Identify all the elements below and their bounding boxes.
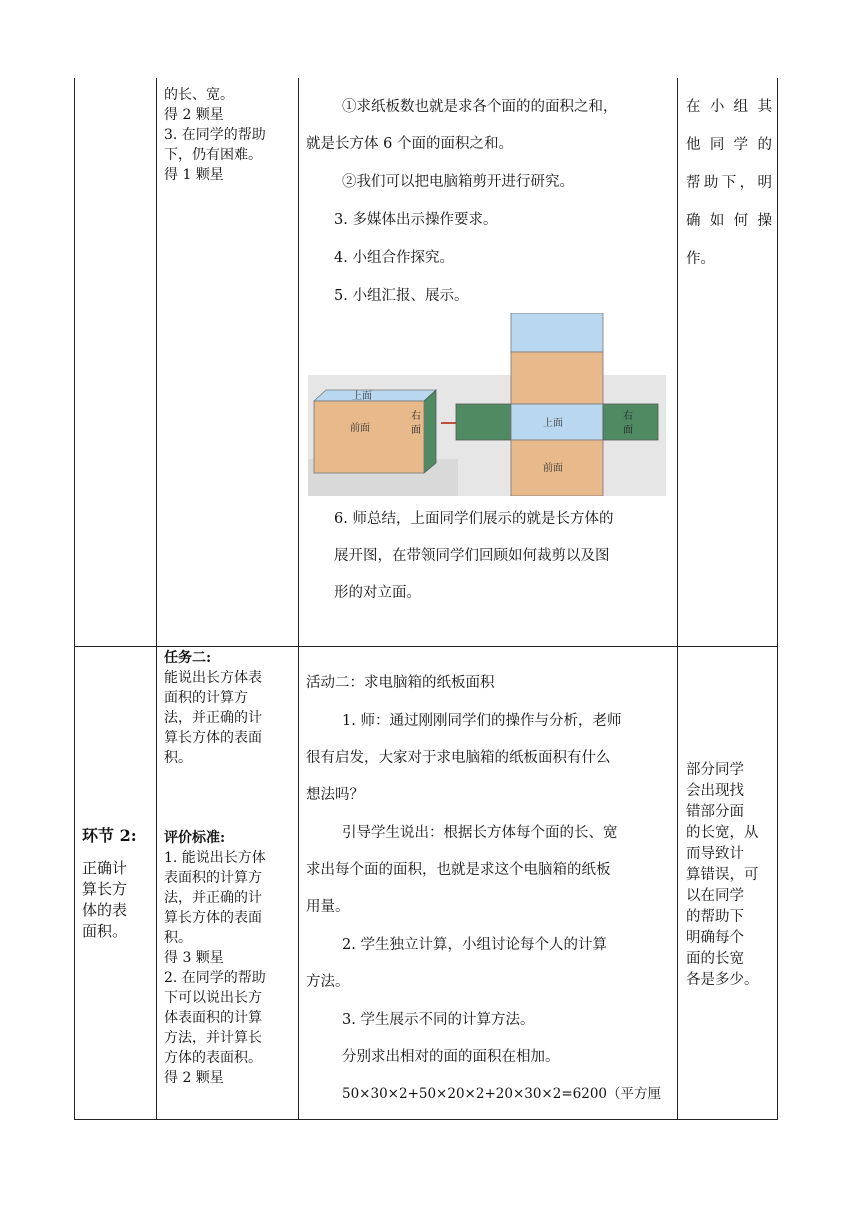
- row1-criteria-cell: [164, 85, 294, 185]
- row1-activity-cell: [306, 96, 672, 307]
- table-divider-2: [298, 78, 299, 1120]
- note-line: 错部分面: [686, 804, 744, 820]
- evaluation-line: 2. 在同学的帮助: [164, 970, 266, 986]
- criteria-line: 得 2 颗星: [164, 107, 224, 123]
- step-1b: 就是长方体 6 个面的面积之和。: [306, 136, 513, 152]
- note-line: 各是多少。: [686, 972, 759, 988]
- section-line: 体的表: [82, 901, 128, 919]
- net-front-label: 前面: [543, 463, 563, 474]
- row2-evaluation-cell: [164, 828, 294, 1088]
- criteria-line: 的长、宽。: [164, 87, 234, 103]
- note-line: 明确每个: [686, 930, 744, 946]
- evaluation-title: 评价标准:: [164, 830, 226, 846]
- step-2b: 方法。: [306, 974, 350, 990]
- row2-section-cell: [82, 826, 154, 942]
- activity-title: 活动二：求电脑箱的纸板面积: [306, 675, 495, 691]
- criteria-line: 下，仍有困难。: [164, 147, 262, 163]
- step-2a: 2. 学生独立计算，小组讨论每个人的计算: [342, 937, 607, 953]
- step-1a: ①求纸板数也就是求各个面的的面积之和，: [342, 99, 618, 115]
- table-border-right: [777, 78, 778, 1120]
- criteria-line: 3. 在同学的帮助: [164, 127, 266, 143]
- evaluation-line: 表面积的计算方: [164, 870, 262, 886]
- section-line: 正确计: [82, 859, 128, 877]
- row2-activity-cell: [306, 672, 672, 1105]
- task-line: 能说出长方体表: [164, 670, 262, 686]
- step-6c: 形的对立面。: [334, 585, 421, 601]
- note-line: 的长宽，从: [686, 825, 759, 841]
- note-line: 面的长宽: [686, 951, 744, 967]
- table-divider-3: [677, 78, 678, 1120]
- task-title: 任务二:: [164, 650, 212, 666]
- cuboid-top-face: [314, 390, 436, 401]
- note-line: 他 同 学 的: [686, 137, 772, 153]
- step-4: 分别求出相对的面的面积在相加。: [342, 1049, 560, 1065]
- step-6b: 展开图，在带领同学们回顾如何裁剪以及图: [334, 548, 610, 564]
- row2-note-cell: [686, 760, 772, 991]
- step-5: 5. 小组汇报、展示。: [334, 288, 469, 304]
- task-line: 算长方体的表面: [164, 730, 262, 746]
- evaluation-line: 得 2 颗星: [164, 1070, 224, 1086]
- step-4: 4. 小组合作探究。: [334, 250, 454, 266]
- question-1b: 很有启发，大家对于求电脑箱的纸板面积有什么: [306, 750, 611, 766]
- note-line: 而导致计: [686, 846, 744, 862]
- cuboid-front-face: [314, 401, 424, 473]
- step-3: 3. 多媒体出示操作要求。: [334, 212, 498, 228]
- net-bottom-face: [511, 313, 603, 352]
- evaluation-line: 积。: [164, 930, 192, 946]
- evaluation-line: 体表面积的计算: [164, 1010, 262, 1026]
- step-6a: 6. 师总结，上面同学们展示的就是长方体的: [334, 511, 614, 527]
- note-line: 作。: [686, 251, 715, 267]
- evaluation-line: 算长方体的表面: [164, 910, 262, 926]
- evaluation-line: 法，并正确的计: [164, 890, 262, 906]
- row1-summary-cell: [306, 508, 672, 604]
- note-line: 帮助下，明: [686, 175, 772, 191]
- cuboid-right-label-2: 面: [411, 425, 421, 436]
- criteria-line: 得 1 颗星: [164, 167, 224, 183]
- net-top-label: 上面: [543, 418, 563, 429]
- net-back-face: [511, 352, 603, 404]
- note-line: 以在同学: [686, 888, 744, 904]
- row-separator: [74, 646, 778, 647]
- task-line: 积。: [164, 750, 192, 766]
- row2-task-cell: [164, 648, 294, 768]
- section-title: 环节 2:: [82, 826, 137, 845]
- cuboid-front-label: 前面: [350, 423, 370, 434]
- section-line: 算长方: [82, 880, 128, 898]
- note-line: 会出现找: [686, 783, 744, 799]
- table-border-bottom: [74, 1119, 778, 1120]
- step-3: 3. 学生展示不同的计算方法。: [342, 1012, 535, 1028]
- step-2: ②我们可以把电脑箱剪开进行研究。: [342, 174, 574, 190]
- cuboid-right-label-1: 右: [411, 411, 421, 422]
- evaluation-line: 得 3 颗星: [164, 950, 224, 966]
- guide-1a: 引导学生说出：根据长方体每个面的长、宽: [342, 825, 618, 841]
- note-line: 部分同学: [686, 762, 744, 778]
- table-border-left: [74, 78, 75, 1120]
- net-right-label-2: 面: [623, 425, 633, 436]
- cuboid-net-figure: [308, 313, 666, 496]
- note-line: 的帮助下: [686, 909, 744, 925]
- note-line: 确 如 何 操: [686, 213, 772, 229]
- guide-1b: 求出每个面的面积，也就是求这个电脑箱的纸板: [306, 862, 611, 878]
- question-1a: 1. 师：通过刚刚同学们的操作与分析，老师: [342, 713, 622, 729]
- note-line: 在 小 组 其: [686, 99, 772, 115]
- note-line: 算错误，可: [686, 867, 759, 883]
- guide-1c: 用量。: [306, 899, 350, 915]
- formula-line: 50×30×2+50×20×2+20×30×2=6200（平方厘: [342, 1086, 661, 1102]
- table-divider-1: [156, 78, 157, 1120]
- section-line: 面积。: [82, 922, 128, 940]
- task-line: 面积的计算方: [164, 690, 248, 706]
- question-1c: 想法吗？: [306, 787, 364, 803]
- cuboid-top-label: 上面: [352, 391, 372, 402]
- evaluation-line: 下可以说出长方: [164, 990, 262, 1006]
- net-left-face: [456, 404, 511, 440]
- cuboid-right-face: [424, 390, 436, 473]
- task-line: 法，并正确的计: [164, 710, 262, 726]
- evaluation-line: 1. 能说出长方体: [164, 850, 266, 866]
- evaluation-line: 方法，并计算长: [164, 1030, 262, 1046]
- row1-note-cell: [686, 96, 772, 270]
- net-right-label-1: 右: [623, 411, 633, 422]
- evaluation-line: 方体的表面积。: [164, 1050, 262, 1066]
